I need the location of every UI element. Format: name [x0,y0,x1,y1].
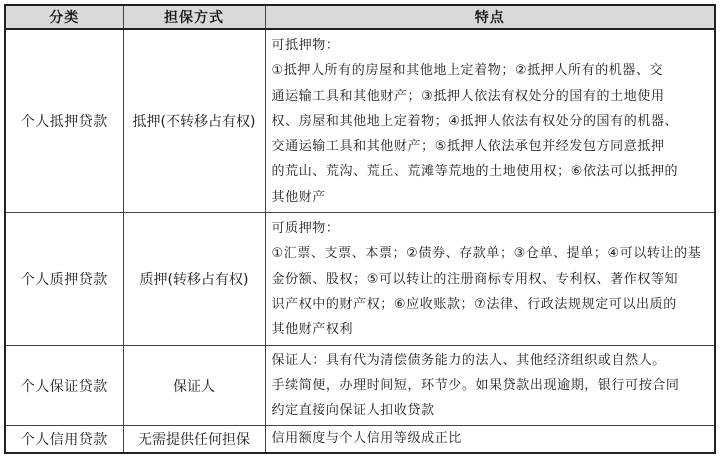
table-row-pledge-loan [5,213,715,345]
row-method: 质押(转移占有权) [123,213,265,345]
feature-line: 交通运输工具和其他财产；⑤抵押人依法承包并经发包方同意抵押 [271,139,665,155]
row-category: 个人信用贷款 [5,426,123,453]
feature-line: 可质押物： [271,221,340,237]
feature-line: 权、房屋和其他地上定着物；④抵押人依法有权处分的国有的机器、 [271,113,679,129]
row-features [265,29,715,213]
feature-line: 的荒山、荒沟、荒丘、荒滩等荒地的土地使用权；⑥依法可以抵押的 [271,164,679,180]
table-row-credit-loan [5,426,715,453]
feature-line: 金份额、股权；⑤可以转让的注册商标专用权、专利权、著作权等知 [271,271,679,287]
table-row-guarantee-loan [5,345,715,426]
header-category: 分类 [5,5,123,29]
feature-line: ①抵押人所有的房屋和其他地上定着物；②抵押人所有的机器、交 [271,63,664,79]
row-features [265,213,715,345]
row-category: 个人保证贷款 [5,345,123,426]
table-row-mortgage-loan [5,29,715,213]
row-features [265,345,715,426]
table-header-row [5,5,715,29]
row-method: 保证人 [123,345,265,426]
personal-loan-guarantee-table [4,4,716,454]
header-method: 担保方式 [123,5,265,29]
feature-line: ①汇票、支票、本票；②债券、存款单；③仓单、提单；④可以转让的基 [271,246,702,262]
header-features: 特点 [265,5,715,29]
row-category: 个人抵押贷款 [5,29,123,213]
feature-line: 其他财产权利 [271,322,354,338]
row-category: 个人质押贷款 [5,213,123,345]
feature-line: 通运输工具和其他财产；③抵押人依法有权处分的国有的土地使用 [271,88,665,104]
row-features [265,426,715,453]
row-method: 无需提供任何担保 [123,426,265,453]
feature-line: 可抵押物： [271,38,340,53]
feature-line: 信用额度与个人信用等级成正比 [271,431,462,447]
feature-line: 手续简便，办理时间短，环节少。如果贷款出现逾期，银行可按合同 [271,377,680,393]
feature-line: 识产权中的财产权；⑥应收账款；⑦法律、行政法规规定可以出质的 [271,296,677,312]
feature-line: 其他财产 [271,189,326,205]
row-method: 抵押(不转移占有权) [123,29,265,213]
feature-line: 保证人：具有代为清偿债务能力的法人、其他经济组织或自然人。 [271,352,666,368]
feature-line: 约定直接向保证人扣收贷款 [271,403,435,419]
